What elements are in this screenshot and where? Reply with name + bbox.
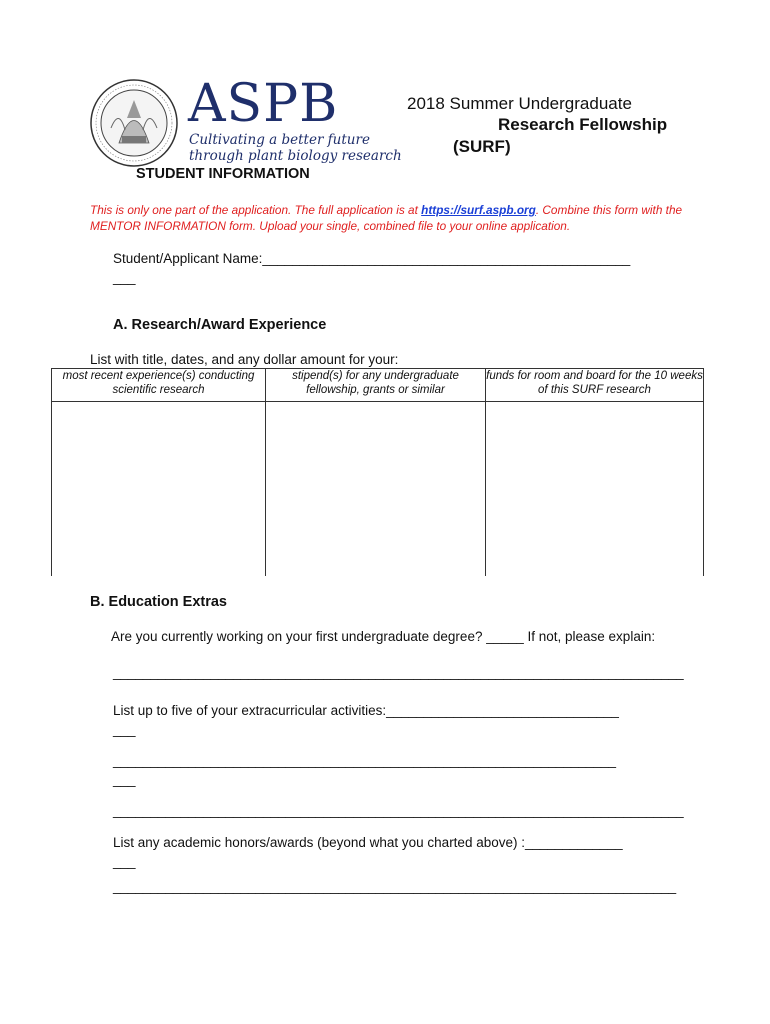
activities-line-3[interactable]: ____________________________________________________________________________ [113,803,684,818]
table-input-row [52,402,704,577]
application-link[interactable]: https://surf.aspb.org [421,203,536,217]
tagline-line-1: Cultivating a better future [189,132,370,148]
section-a-intro: List with title, dates, and any dollar amount for your: [90,352,399,367]
experience-table [51,368,704,576]
section-a-heading: A. Research/Award Experience [113,317,327,333]
activities-continuation-2: ___ [113,772,136,787]
column-header-research: most recent experience(s) conducting scientific research [52,369,266,402]
program-title-line-1: 2018 Summer Undergraduate [407,94,632,113]
applicant-name-field[interactable]: Student/Applicant Name:_________________________________________________ [113,251,631,266]
honors-line[interactable]: ___________________________________________________________________________ [113,879,677,894]
student-info-heading: STUDENT INFORMATION [136,166,310,182]
applicant-name-continuation: ___ [113,270,136,285]
brand-logo: ASPB [188,74,339,134]
program-title-line-3: (SURF) [453,137,511,156]
room-board-entry-cell[interactable] [486,402,704,577]
column-header-stipends: stipend(s) for any undergraduate fellowship, grants or similar [266,369,486,402]
column-header-room-board: funds for room and board for the 10 weeks of this SURF research [486,369,704,402]
stipends-entry-cell[interactable] [266,402,486,577]
tagline-line-2: through plant biology research [189,148,402,164]
degree-explanation-line[interactable]: ____________________________________________________________________________ [113,665,684,680]
notice-text-before: This is only one part of the application. The full application is at [90,203,422,217]
section-b-heading: B. Education Extras [90,594,227,610]
aspb-seal-icon [89,78,179,168]
honors-continuation: ___ [113,854,136,869]
activities-field[interactable]: List up to five of your extracurricular activities:_______________________________ [113,703,619,718]
activities-line-2[interactable]: ___________________________________________________________________ [113,753,617,768]
honors-field[interactable]: List any academic honors/awards (beyond what you charted above) :_____________ [113,835,623,850]
degree-question[interactable]: Are you currently working on your first undergraduate degree? _____ If not, please explain: [111,629,656,644]
notice-text-after: . Combine this form with the MENTOR INFORMATION form. Upload your single, combined file to your online application. [90,203,683,233]
application-notice [90,203,690,234]
table-header-row [52,369,704,402]
program-title-line-2: Research Fellowship [498,115,668,134]
activities-continuation-1: ___ [113,722,136,737]
brand-tagline [189,132,402,164]
research-entry-cell[interactable] [52,402,266,577]
